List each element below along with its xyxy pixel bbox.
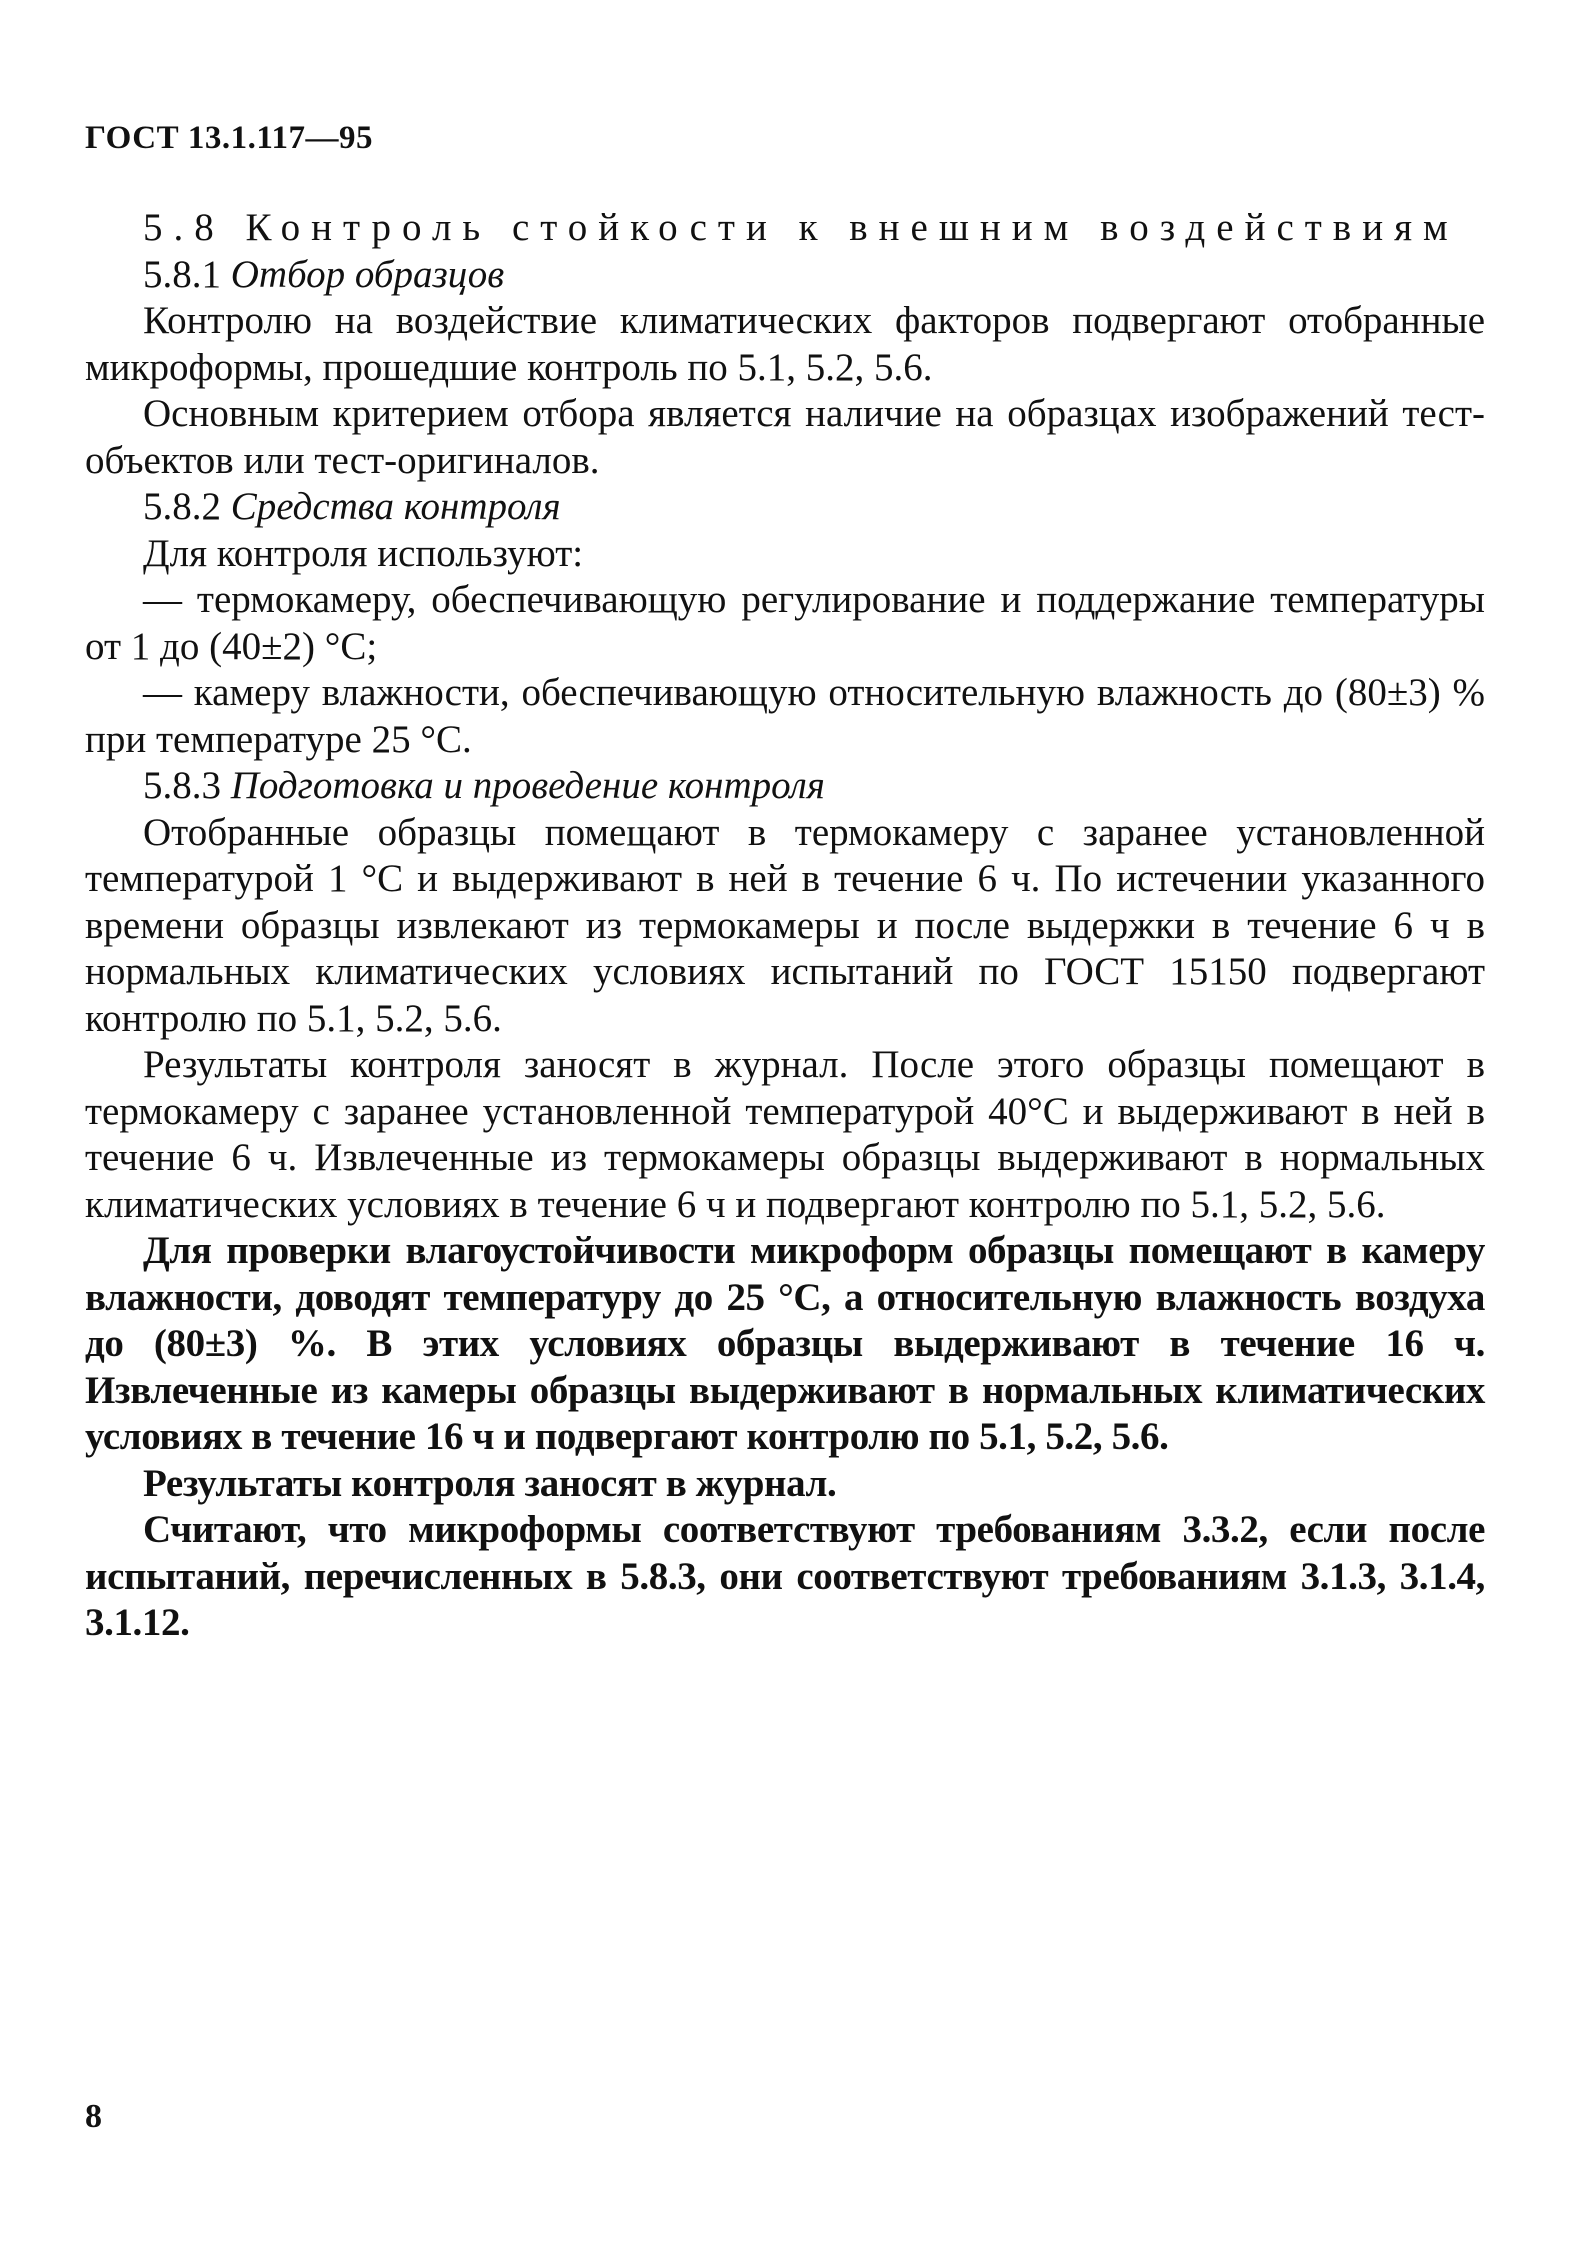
subsection-heading-5-8-3: [85, 763, 1485, 810]
subsection-number: 5.8.2: [143, 485, 221, 528]
subsection-number: 5.8.1: [143, 252, 221, 296]
section-number: 5.8: [143, 206, 225, 249]
paragraph: Контролю на воздействие климатических факторов подвергают отобранные микроформы, прошедшие контроль по 5.1, 5.2, 5.6.: [85, 299, 1485, 389]
page-number: 8: [85, 2098, 102, 2135]
subsection-title: Подготовка и проведение контроля: [230, 764, 825, 807]
subsection-title: Отбор образцов: [230, 252, 505, 296]
document-page: [85, 120, 1485, 1647]
paragraph: Основным критерием отбора является наличие на образцах изображений тест-объектов или тест-оригиналов.: [85, 392, 1485, 482]
paragraph: Отобранные образцы помещают в термокамеру с заранее установленной температурой 1 °С и выдерживают в ней в течение 6 ч. По истечении указанного времени образцы извлекают из термокамеры и после выдержки в течение 6 ч в нормальных климатических условиях испытаний по ГОСТ 15150 подвергают контролю по 5.1, 5.2, 5.6.: [85, 810, 1485, 1040]
subsection-heading-5-8-2: [85, 484, 1485, 531]
paragraph: Считают, что микроформы соответствуют требованиям 3.3.2, если после испытаний, перечисленных в 5.8.3, они соответствуют требованиям 3.1.3, 3.1.4, 3.1.12.: [85, 1508, 1485, 1644]
paragraph: Результаты контроля заносят в журнал. После этого образцы помещают в термокамеру с заранее установленной температурой 40°С и выдерживают в ней в течение 6 ч. Извлеченные из термокамеры образцы выдерживают в нормальных климатических условиях в течение 6 ч и подвергают контролю по 5.1, 5.2, 5.6.: [85, 1043, 1485, 1226]
subsection-title: Средства контроля: [230, 485, 561, 528]
document-body: [85, 205, 1485, 1647]
subsection-number: 5.8.3: [143, 764, 221, 807]
document-header: ГОСТ 13.1.117—95: [85, 120, 374, 156]
list-item: — термокамеру, обеспечивающую регулирование и поддержание температуры от 1 до (40±2) °С;: [85, 578, 1485, 668]
section-heading: [85, 205, 1485, 252]
list-item: — камеру влажности, обеспечивающую относительную влажность до (80±3) % при температуре 25 °С.: [85, 671, 1485, 761]
paragraph: Для контроля используют:: [143, 531, 584, 575]
subsection-heading-5-8-1: [85, 252, 1485, 299]
paragraph: Для проверки влагоустойчивости микроформ образцы помещают в камеру влажности, доводят температуру до 25 °С, а относительную влажность воздуха до (80±3) %. В этих условиях образцы выдерживают в течение 16 ч. Извлеченные из камеры образцы выдерживают в нормальных климатических условиях в течение 16 ч и подвергают контролю по 5.1, 5.2, 5.6.: [85, 1229, 1485, 1458]
bold-text-block: [85, 1228, 1485, 1647]
paragraph: Результаты контроля заносят в журнал.: [143, 1461, 837, 1505]
section-title: Контроль стойкости к внешним воздействиям: [245, 206, 1459, 249]
